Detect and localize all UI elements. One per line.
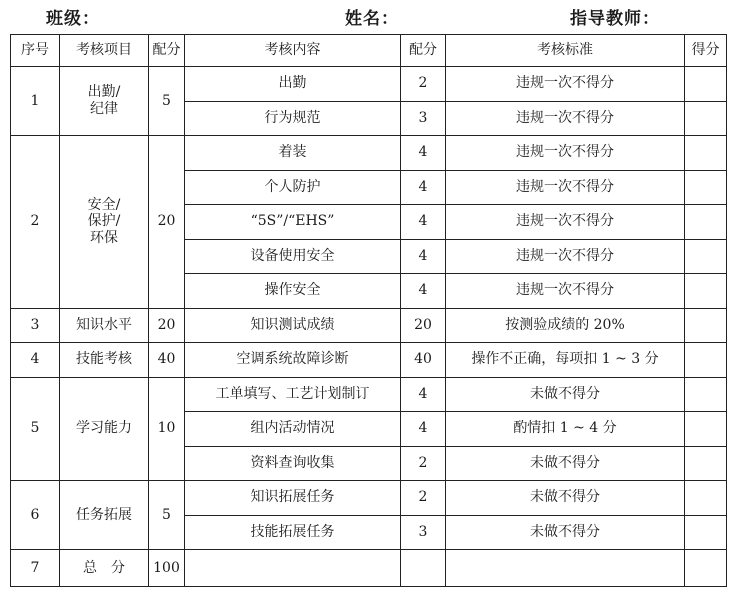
row-earned[interactable] bbox=[685, 343, 727, 378]
total-score: 100 bbox=[149, 550, 185, 587]
table-row bbox=[11, 67, 727, 102]
class-label: 班级： bbox=[46, 9, 100, 29]
row-score: 3 bbox=[401, 515, 446, 550]
group-score: 5 bbox=[149, 481, 185, 550]
row-standard: 违规一次不得分 bbox=[446, 205, 685, 240]
table-row bbox=[11, 136, 727, 171]
row-standard: 操作不正确，每项扣 1 ~ 3 分 bbox=[446, 343, 685, 378]
row-standard: 违规一次不得分 bbox=[446, 101, 685, 136]
group-seq: 5 bbox=[11, 377, 60, 481]
header-row bbox=[11, 35, 727, 67]
row-score: 4 bbox=[401, 136, 446, 171]
group-score: 5 bbox=[149, 67, 185, 136]
group-seq: 6 bbox=[11, 481, 60, 550]
group-item: 任务拓展 bbox=[60, 481, 149, 550]
col-content-score: 配分 bbox=[401, 35, 446, 67]
assessment-table bbox=[10, 34, 727, 587]
row-standard: 违规一次不得分 bbox=[446, 170, 685, 205]
group-seq: 4 bbox=[11, 343, 60, 378]
row-score: 40 bbox=[401, 343, 446, 378]
row-content: 知识拓展任务 bbox=[185, 481, 401, 516]
row-score: 4 bbox=[401, 205, 446, 240]
group-item-text: 出勤/ 纪律 bbox=[87, 84, 121, 117]
row-standard: 违规一次不得分 bbox=[446, 274, 685, 309]
total-content bbox=[185, 550, 401, 587]
group-score: 40 bbox=[149, 343, 185, 378]
row-score: 4 bbox=[401, 377, 446, 412]
row-content: 技能拓展任务 bbox=[185, 515, 401, 550]
table-row bbox=[11, 377, 727, 412]
group-seq: 3 bbox=[11, 308, 60, 343]
row-standard: 酌情扣 1 ~ 4 分 bbox=[446, 412, 685, 447]
col-seq: 序号 bbox=[11, 35, 60, 67]
name-label: 姓名： bbox=[345, 9, 399, 29]
row-content: 设备使用安全 bbox=[185, 239, 401, 274]
group-item bbox=[60, 136, 149, 309]
row-content: 空调系统故障诊断 bbox=[185, 343, 401, 378]
row-content: “5S”/“EHS” bbox=[185, 205, 401, 240]
row-earned[interactable] bbox=[685, 67, 727, 102]
row-earned[interactable] bbox=[685, 239, 727, 274]
row-standard: 违规一次不得分 bbox=[446, 136, 685, 171]
row-score: 3 bbox=[401, 101, 446, 136]
row-score: 2 bbox=[401, 67, 446, 102]
col-standard: 考核标准 bbox=[446, 35, 685, 67]
group-score: 20 bbox=[149, 308, 185, 343]
teacher-label: 指导教师： bbox=[570, 9, 660, 29]
row-earned[interactable] bbox=[685, 515, 727, 550]
group-seq: 1 bbox=[11, 67, 60, 136]
col-earned: 得分 bbox=[685, 35, 727, 67]
col-item-score: 配分 bbox=[149, 35, 185, 67]
row-earned[interactable] bbox=[685, 412, 727, 447]
row-standard: 违规一次不得分 bbox=[446, 239, 685, 274]
row-earned[interactable] bbox=[685, 308, 727, 343]
row-earned[interactable] bbox=[685, 377, 727, 412]
row-score: 2 bbox=[401, 481, 446, 516]
row-earned[interactable] bbox=[685, 101, 727, 136]
table-row bbox=[11, 343, 727, 378]
row-standard: 违规一次不得分 bbox=[446, 67, 685, 102]
group-item: 学习能力 bbox=[60, 377, 149, 481]
group-item bbox=[60, 67, 149, 136]
row-earned[interactable] bbox=[685, 136, 727, 171]
group-score: 10 bbox=[149, 377, 185, 481]
row-content: 知识测试成绩 bbox=[185, 308, 401, 343]
col-item: 考核项目 bbox=[60, 35, 149, 67]
row-content: 操作安全 bbox=[185, 274, 401, 309]
row-earned[interactable] bbox=[685, 205, 727, 240]
row-content: 个人防护 bbox=[185, 170, 401, 205]
row-content: 行为规范 bbox=[185, 101, 401, 136]
table-row bbox=[11, 481, 727, 516]
row-earned[interactable] bbox=[685, 170, 727, 205]
group-item: 知识水平 bbox=[60, 308, 149, 343]
total-seq: 7 bbox=[11, 550, 60, 587]
row-score: 4 bbox=[401, 239, 446, 274]
row-content: 工单填写、工艺计划制订 bbox=[185, 377, 401, 412]
row-standard: 未做不得分 bbox=[446, 515, 685, 550]
total-row bbox=[11, 550, 727, 587]
row-earned[interactable] bbox=[685, 446, 727, 481]
row-content: 组内活动情况 bbox=[185, 412, 401, 447]
row-content: 着装 bbox=[185, 136, 401, 171]
group-seq: 2 bbox=[11, 136, 60, 309]
row-earned[interactable] bbox=[685, 274, 727, 309]
col-content: 考核内容 bbox=[185, 35, 401, 67]
row-score: 4 bbox=[401, 274, 446, 309]
row-earned[interactable] bbox=[685, 481, 727, 516]
total-content-score bbox=[401, 550, 446, 587]
group-item-text: 安全/ 保护/ 环保 bbox=[87, 196, 121, 247]
row-content: 出勤 bbox=[185, 67, 401, 102]
group-item: 技能考核 bbox=[60, 343, 149, 378]
row-score: 2 bbox=[401, 446, 446, 481]
group-score: 20 bbox=[149, 136, 185, 309]
row-standard: 未做不得分 bbox=[446, 446, 685, 481]
total-standard bbox=[446, 550, 685, 587]
row-score: 4 bbox=[401, 412, 446, 447]
row-content: 资料查询收集 bbox=[185, 446, 401, 481]
row-score: 20 bbox=[401, 308, 446, 343]
row-score: 4 bbox=[401, 170, 446, 205]
table-row bbox=[11, 308, 727, 343]
row-standard: 未做不得分 bbox=[446, 481, 685, 516]
row-standard: 未做不得分 bbox=[446, 377, 685, 412]
total-earned[interactable] bbox=[685, 550, 727, 587]
row-standard: 按测验成绩的 20% bbox=[446, 308, 685, 343]
total-label: 总 分 bbox=[60, 550, 149, 587]
